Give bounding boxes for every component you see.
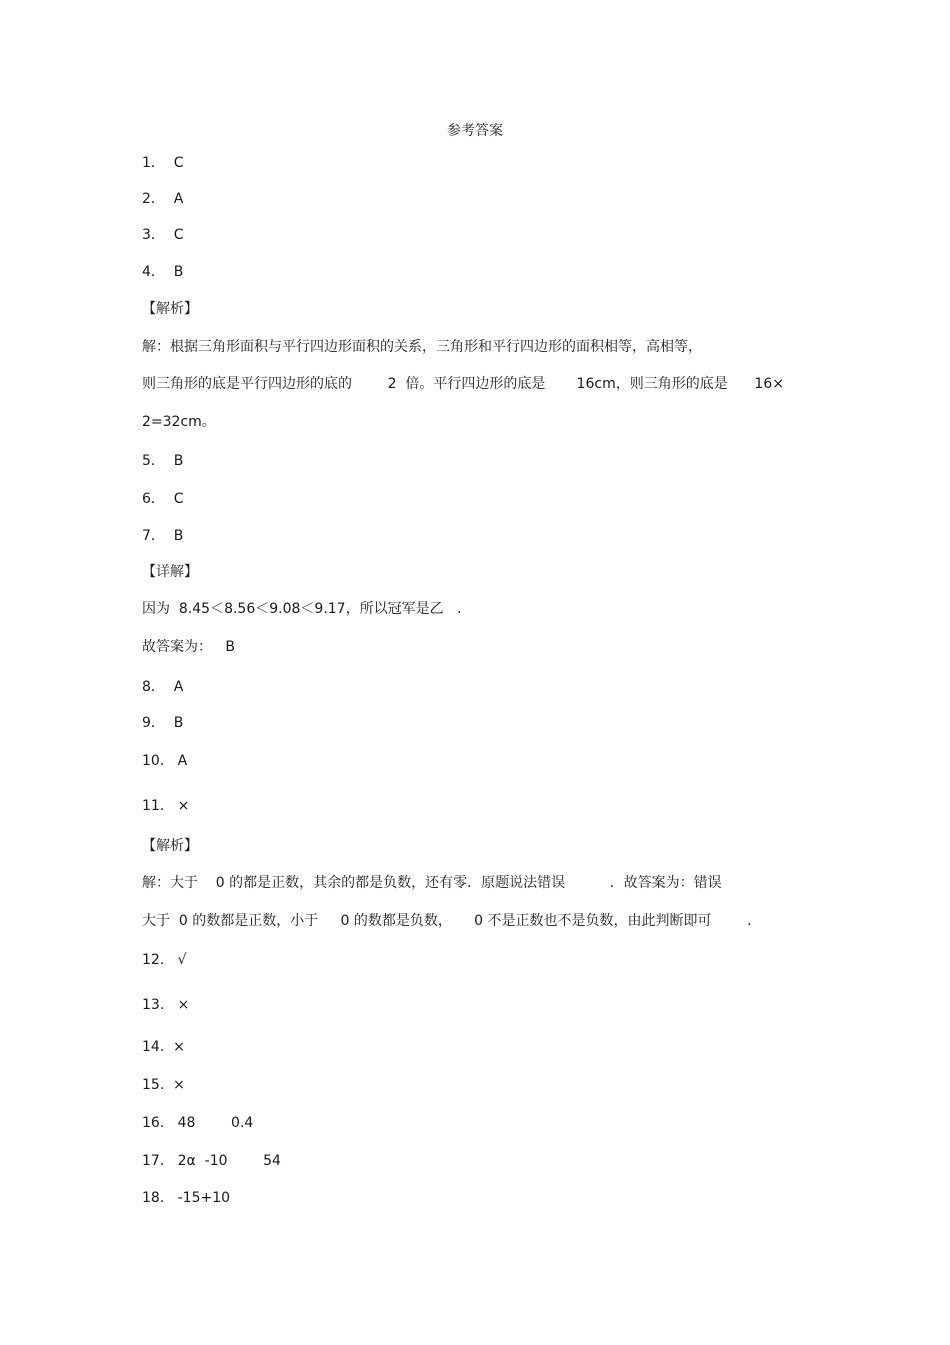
answer-11: 11. ×	[142, 798, 190, 814]
answer-17: 17. 2α -10 54	[142, 1153, 281, 1169]
answer-9: 9． B	[142, 715, 184, 731]
section-heading-detail: 【详解】	[142, 564, 198, 580]
answer-1: 1． C	[142, 155, 184, 171]
answer-14: 14. ×	[142, 1039, 185, 1055]
page-title: 参考答案	[447, 123, 503, 139]
explanation-text: 故答案为： B	[142, 639, 235, 655]
answer-10: 10. A	[142, 753, 188, 769]
answer-3: 3． C	[142, 227, 184, 243]
answer-6: 6． C	[142, 491, 184, 507]
answer-15: 15. ×	[142, 1077, 185, 1093]
answer-18: 18. -15+10	[142, 1190, 231, 1206]
explanation-text: 2=32cm。	[142, 414, 216, 430]
answer-4: 4． B	[142, 264, 184, 280]
answer-16: 16. 48 0.4	[142, 1115, 254, 1131]
answer-8: 8． A	[142, 679, 184, 695]
answer-5: 5． B	[142, 453, 184, 469]
explanation-text: 解：大于 0 的都是正数，其余的都是负数，还有零．原题说法错误 ．故答案为：错误	[142, 875, 722, 891]
answer-7: 7． B	[142, 528, 184, 544]
explanation-text: 大于 0 的数都是正数，小于 0 的数都是负数， 0 不是正数也不是负数，由此判断即可 .	[142, 913, 752, 929]
section-heading-analysis: 【解析】	[142, 301, 198, 317]
answer-13: 13. ×	[142, 997, 190, 1013]
section-heading-analysis: 【解析】	[142, 838, 198, 854]
explanation-text: 则三角形的底是平行四边形的底的 2 倍。平行四边形的底是 16cm，则三角形的底是 16×	[142, 376, 784, 392]
explanation-text: 因为 8.45＜8.56＜9.08＜9.17，所以冠军是乙 .	[142, 601, 462, 617]
explanation-text: 解：根据三角形面积与平行四边形面积的关系，三角形和平行四边形的面积相等，高相等，	[142, 339, 702, 355]
answer-12: 12. √	[142, 952, 187, 968]
answer-2: 2． A	[142, 191, 184, 207]
